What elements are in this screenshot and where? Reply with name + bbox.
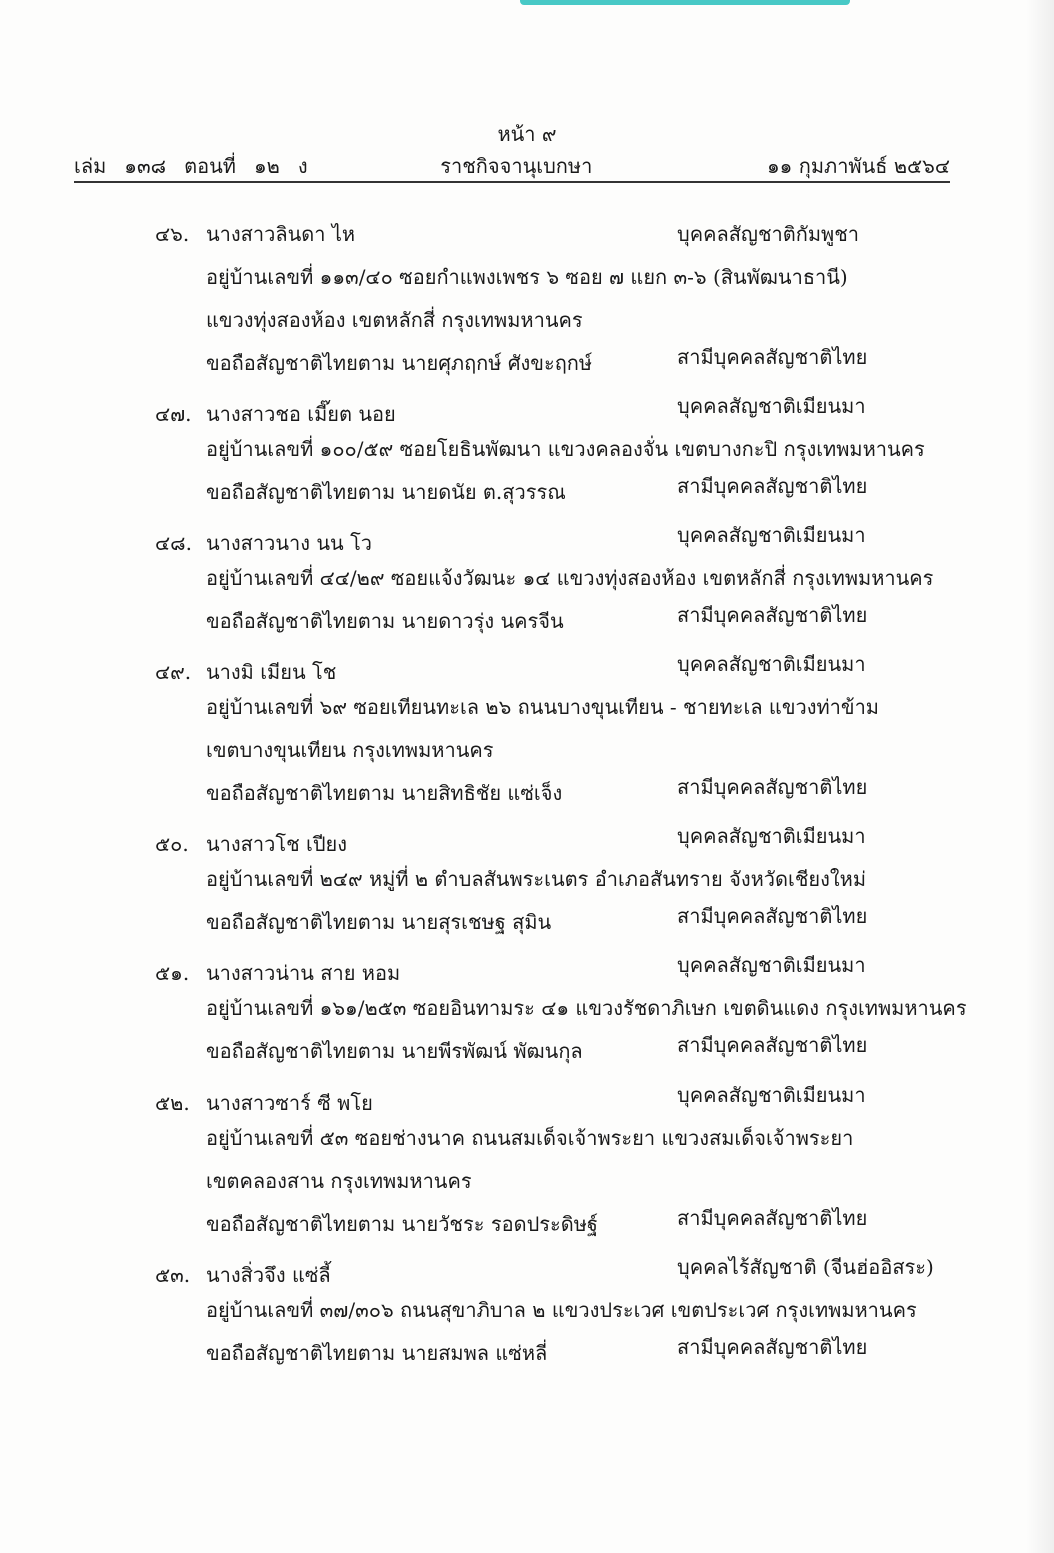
entry-address-line: อยู่บ้านเลขที่ ๑๑๓/๔๐ ซอยกำแพงเพชร ๖ ซอย ๗ แยก ๓-๖ (สินพัฒนาธานี) <box>206 265 848 289</box>
entry-address-line: อยู่บ้านเลขที่ ๕๓ ซอยช่างนาค ถนนสมเด็จเจ้าพระยา แขวงสมเด็จเจ้าพระยา <box>206 1126 854 1150</box>
entry-status: บุคคลสัญชาติกัมพูชา <box>677 222 860 246</box>
entry-relation: สามีบุคคลสัญชาติไทย <box>677 474 868 498</box>
entry-name: นางสาวชอ เมี๊ยต นอย <box>206 402 396 426</box>
entry-sponsor: ขอถือสัญชาติไทยตาม นายพีรพัฒน์ พัฒนกุล <box>206 1039 583 1063</box>
entry-address-line: อยู่บ้านเลขที่ ๑๐๐/๕๙ ซอยโยธินพัฒนา แขวงคลองจั่น เขตบางกะปิ กรุงเทพมหานคร <box>206 437 925 461</box>
entry-relation: สามีบุคคลสัญชาติไทย <box>677 904 868 928</box>
entry-number: ๔๙. <box>155 660 192 684</box>
entry-name: นางสาวลินดา ไห <box>206 222 356 246</box>
volume-info <box>74 150 326 182</box>
entry-number: ๕๒. <box>155 1091 190 1115</box>
entry-name: นางสาวน่าน สาย หอม <box>206 961 401 985</box>
entry-status: บุคคลสัญชาติเมียนมา <box>677 1083 866 1107</box>
entry-address-line: อยู่บ้านเลขที่ ๒๔๙ หมู่ที่ ๒ ตำบลสันพระเนตร อำเภอสันทราย จังหวัดเชียงใหม่ <box>206 867 867 891</box>
entry-sponsor: ขอถือสัญชาติไทยตาม นายดาวรุ่ง นครจีน <box>206 609 564 633</box>
entry-address-line: อยู่บ้านเลขที่ ๔๔/๒๙ ซอยแจ้งวัฒนะ ๑๔ แขวงทุ่งสองห้อง เขตหลักสี่ กรุงเทพมหานคร <box>206 566 934 590</box>
issue-number: ๑๒ <box>253 154 280 178</box>
entry-relation: สามีบุคคลสัญชาติไทย <box>677 1033 868 1057</box>
entry-sponsor: ขอถือสัญชาติไทยตาม นายดนัย ต.สุวรรณ <box>206 480 566 504</box>
issue-label: ตอนที่ <box>184 154 236 178</box>
page-fold-shadow <box>1026 0 1054 1553</box>
header-rule <box>74 181 950 183</box>
issue-type: ง <box>297 154 308 178</box>
top-accent-strip <box>520 0 850 5</box>
entry-relation: สามีบุคคลสัญชาติไทย <box>677 345 868 369</box>
publication-date: ๑๑ กุมภาพันธ์ ๒๕๖๔ <box>766 154 950 178</box>
entry-address-line: เขตคลองสาน กรุงเทพมหานคร <box>206 1169 472 1193</box>
gazette-header <box>74 150 950 182</box>
entry-sponsor: ขอถือสัญชาติไทยตาม นายสิทธิชัย แซ่เจ็ง <box>206 781 563 805</box>
entry-name: นางสาวซาร์ ซี พโย <box>206 1091 373 1115</box>
entry-number: ๔๖. <box>155 222 190 246</box>
entry-sponsor: ขอถือสัญชาติไทยตาม นายสุรเชษฐ สุมิน <box>206 910 552 934</box>
entry-status: บุคคลสัญชาติเมียนมา <box>677 953 866 977</box>
entry-sponsor: ขอถือสัญชาติไทยตาม นายสมพล แซ่หลี่ <box>206 1341 548 1365</box>
entry-status: บุคคลสัญชาติเมียนมา <box>677 394 866 418</box>
entry-relation: สามีบุคคลสัญชาติไทย <box>677 775 868 799</box>
entry-number: ๔๘. <box>155 531 192 555</box>
entry-relation: สามีบุคคลสัญชาติไทย <box>677 1335 868 1359</box>
entry-status: บุคคลสัญชาติเมียนมา <box>677 652 866 676</box>
entry-number: ๕๑. <box>155 961 190 985</box>
gazette-title: ราชกิจจานุเบกษา <box>440 154 593 178</box>
entry-sponsor: ขอถือสัญชาติไทยตาม นายศุภฤกษ์ ศังขะฤกษ์ <box>206 351 593 375</box>
entry-name: นางสาวนาง นน โว <box>206 531 373 555</box>
entry-address-line: อยู่บ้านเลขที่ ๓๗/๓๐๖ ถนนสุขาภิบาล ๒ แขวงประเวศ เขตประเวศ กรุงเทพมหานคร <box>206 1298 917 1322</box>
entry-status: บุคคลสัญชาติเมียนมา <box>677 523 866 547</box>
volume-label: เล่ม <box>74 154 107 178</box>
entry-relation: สามีบุคคลสัญชาติไทย <box>677 1206 868 1230</box>
entry-status: บุคคลสัญชาติเมียนมา <box>677 824 866 848</box>
entry-name: นางมิ เมียน โช <box>206 660 337 684</box>
entry-relation: สามีบุคคลสัญชาติไทย <box>677 603 868 627</box>
entry-address-line: อยู่บ้านเลขที่ ๑๖๑/๒๕๓ ซอยอินทามระ ๔๑ แขวงรัชดาภิเษก เขตดินแดง กรุงเทพมหานคร <box>206 996 967 1020</box>
volume-number: ๑๓๘ <box>124 154 167 178</box>
page-number: หน้า ๙ <box>497 122 557 146</box>
entry-name: นางสิ่วจึง แซ่ลี้ <box>206 1263 331 1287</box>
entry-address-line: เขตบางขุนเทียน กรุงเทพมหานคร <box>206 738 494 762</box>
entry-number: ๕๓. <box>155 1263 191 1287</box>
entry-address-line: อยู่บ้านเลขที่ ๖๙ ซอยเทียนทะเล ๒๖ ถนนบางขุนเทียน - ชายทะเล แขวงท่าข้าม <box>206 695 879 719</box>
entry-address-line: แขวงทุ่งสองห้อง เขตหลักสี่ กรุงเทพมหานคร <box>206 308 583 332</box>
entry-number: ๔๗. <box>155 402 192 426</box>
entry-status: บุคคลไร้สัญชาติ (จีนฮ่ออิสระ) <box>677 1255 934 1279</box>
entry-name: นางสาวโช เปียง <box>206 832 348 856</box>
entry-number: ๕๐. <box>155 832 189 856</box>
entry-sponsor: ขอถือสัญชาติไทยตาม นายวัชระ รอดประดิษฐ์ <box>206 1212 598 1236</box>
